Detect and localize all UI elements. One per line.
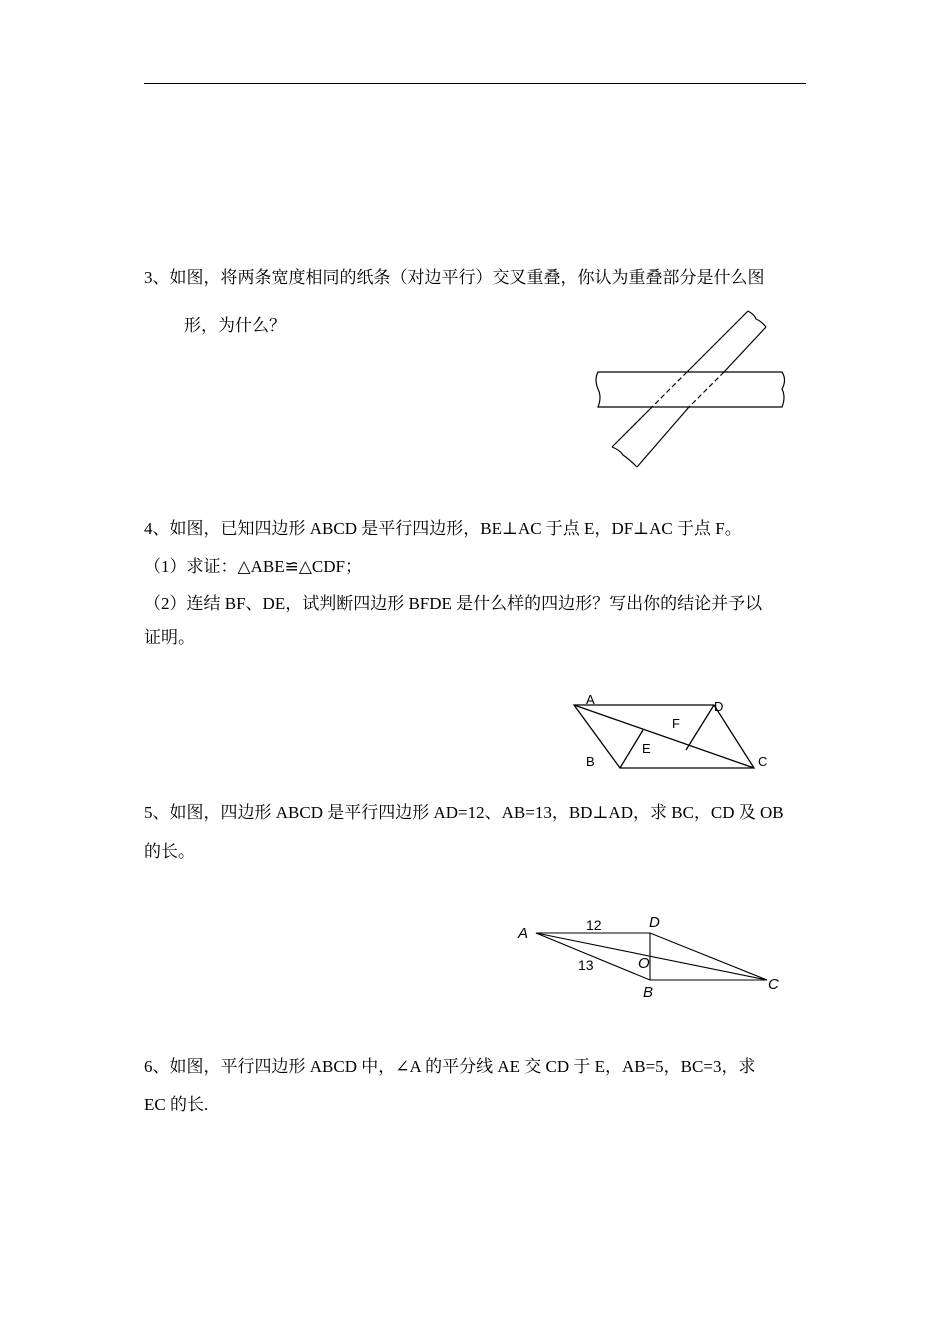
q3-paper-strips-figure <box>590 305 800 475</box>
label-c: C <box>768 976 779 993</box>
q5-text-line2: 的长。 <box>144 842 195 861</box>
length-ab: 13 <box>578 957 594 973</box>
diagonal-ac <box>574 705 754 768</box>
label-a: A <box>586 692 595 707</box>
q4-text-line1: 4、如图，已知四边形 ABCD 是平行四边形，BE⊥AC 于点 E，DF⊥AC 于点 F。 <box>144 519 742 538</box>
label-o: O <box>638 955 650 972</box>
segment-be <box>620 730 643 768</box>
q6-text-line2: EC 的长. <box>144 1095 209 1114</box>
label-a: A <box>518 925 529 942</box>
q3-text-line2: 形，为什么？ <box>184 316 286 335</box>
length-ad: 12 <box>586 917 602 933</box>
label-d: D <box>649 914 660 931</box>
q5-parallelogram-figure <box>512 910 787 1005</box>
q4-text-line4: 证明。 <box>144 628 195 647</box>
overlap-hidden-edges <box>652 372 724 407</box>
diagonal-strip-bottom-end <box>612 447 637 467</box>
segment-df <box>686 705 714 750</box>
label-b: B <box>643 984 654 1001</box>
q5-text-line1: 5、如图，四边形 ABCD 是平行四边形 AD=12、AB=13，BD⊥AD，求 BC，CD 及 OB <box>144 803 784 822</box>
label-b: B <box>586 754 595 769</box>
q4-parallelogram-figure <box>568 690 778 775</box>
diagonal-ac <box>536 933 767 980</box>
diagonal-strip-edge-bottom <box>637 327 766 467</box>
label-e: E <box>642 741 651 756</box>
q4-text-line3: （2）连结 BF、DE，试判断四边形 BFDE 是什么样的四边形？写出你的结论并予以 <box>144 594 763 613</box>
diagonal-strip-top-end <box>748 311 766 327</box>
q4-text-line2: （1）求证：△ABE≌△CDF； <box>144 557 362 576</box>
horizontal-strip <box>596 372 785 407</box>
q6-text-line1: 6、如图，平行四边形 ABCD 中，∠A 的平分线 AE 交 CD 于 E，AB=5，BC=3，求 <box>144 1057 756 1076</box>
label-d: D <box>714 699 724 714</box>
header-rule <box>144 83 806 84</box>
q3-text-line1: 3、如图，将两条宽度相同的纸条（对边平行）交叉重叠，你认为重叠部分是什么图 <box>144 268 765 287</box>
label-c: C <box>758 754 768 769</box>
label-f: F <box>672 716 680 731</box>
